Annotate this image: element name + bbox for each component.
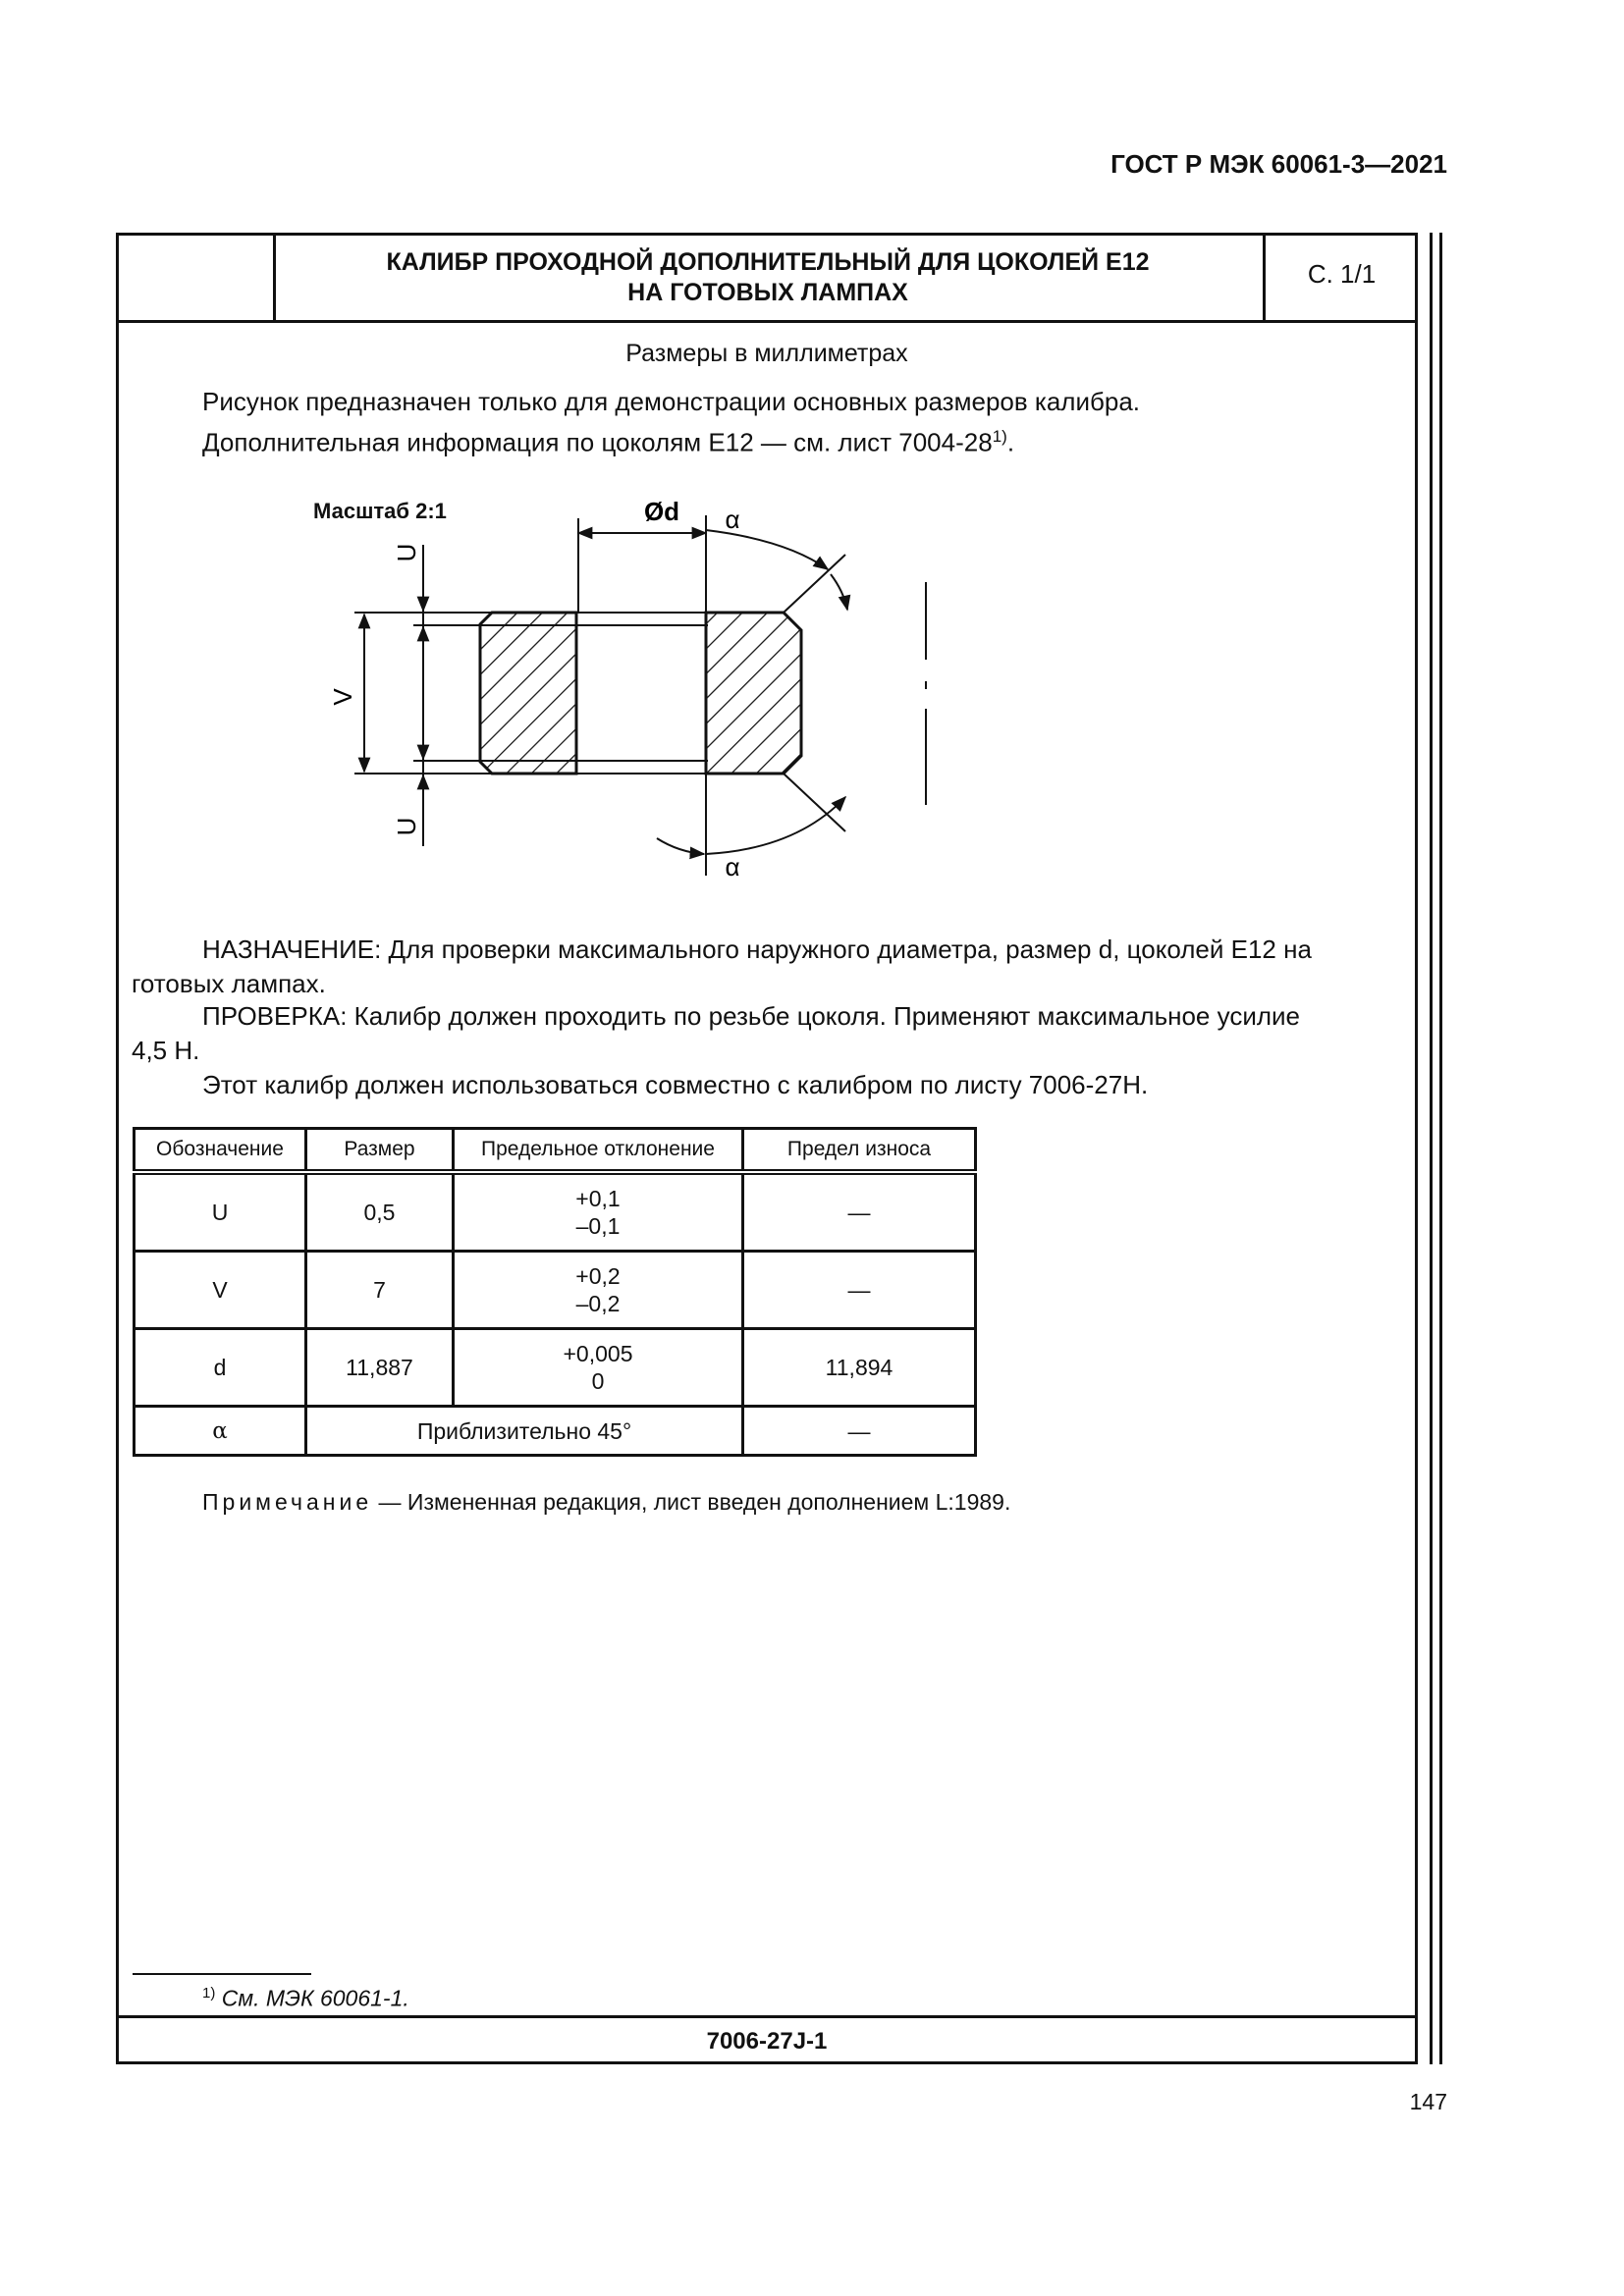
symbol-cell: α [135,1407,306,1456]
margin-rule [1430,233,1433,2064]
table-row [135,1252,976,1329]
purpose-line-2: готовых лампах. [132,969,326,998]
dimensions-table [133,1127,977,1457]
margin-rule [1439,233,1442,2064]
units-note: Размеры в миллиметрах [625,340,908,367]
size-cell: 0,5 [306,1172,454,1252]
deviation-lower: –0,2 [575,1291,621,1316]
intro-line-2-end: . [1006,427,1015,457]
deviation-lower: 0 [591,1368,605,1394]
intro-footnote-ref: 1) [992,427,1007,446]
gauge-drawing [119,236,1415,923]
merged-size-cell: Приблизительно 45° [306,1407,743,1456]
table-row [135,1172,976,1252]
footnote-separator [133,1973,311,1975]
wear-cell: — [743,1252,976,1329]
sheet-page-label: С. 1/1 [1307,259,1377,289]
intro-line-2-text: Дополнительная информация по цоколям E12 — см. лист 7004-28 [202,427,993,457]
wear-cell: 11,894 [743,1329,976,1407]
size-cell: 11,887 [306,1329,454,1407]
chamfer-angle-top [706,530,847,613]
remark-text: — Измененная редакция, лист введен дополнением L:1989. [372,1489,1011,1515]
symbol-cell: U [135,1172,306,1252]
footnote-text: См. МЭК 60061-1. [215,1985,409,2011]
table-header-cell: Предельное отклонение [454,1129,743,1173]
purpose-line-1: НАЗНАЧЕНИЕ: Для проверки максимального наружного диаметра, размер d, цоколей E12 на [202,934,1312,964]
angle-label-bottom: α [725,852,740,881]
gauge-sheet [116,233,1418,2064]
table-header-cell: Размер [306,1129,454,1173]
deviation-upper: +0,1 [575,1186,621,1211]
table-header-row [135,1129,976,1173]
remark-label: Примечание [202,1489,373,1515]
sheet-footer [119,2015,1415,2064]
symbol-cell: d [135,1329,306,1407]
sheet-title-line-1: КАЛИБР ПРОХОДНОЙ ДОПОЛНИТЕЛЬНЫЙ ДЛЯ ЦОКОЛЕЙ E12 [386,248,1150,276]
dim-label-v: V [328,688,357,706]
intro-line-1: Рисунок предназначен только для демонстрации основных размеров калибра. [202,387,1141,416]
deviation-upper: +0,2 [575,1263,621,1289]
gauge-right-section [706,613,801,774]
size-cell: 7 [306,1252,454,1329]
page-number: 147 [1409,2089,1447,2114]
table-row [135,1407,976,1456]
footnote-marker: 1) [202,1985,216,2002]
dim-label-d: Ød [643,497,680,526]
compatibility-note: Этот калибр должен использоваться совместно с калибром по листу 7006-27H. [202,1070,1149,1099]
table-header-cell: Обозначение [135,1129,306,1173]
standard-designation: ГОСТ Р МЭК 60061-3—2021 [1110,149,1447,179]
wear-cell: — [743,1407,976,1456]
remark-note [202,1489,1010,1516]
deviation-cell [454,1252,743,1329]
scale-label: Масштаб 2:1 [313,499,447,523]
symbol-cell: V [135,1252,306,1329]
dim-label-u-top: U [392,543,421,562]
wear-cell: — [743,1172,976,1252]
footnote [202,1985,409,2012]
deviation-cell [454,1172,743,1252]
gauge-left-section [480,613,576,774]
sheet-code: 7006-27J-1 [706,2028,828,2055]
check-line-1: ПРОВЕРКА: Калибр должен проходить по резьбе цоколя. Применяют максимальное усилие [202,1001,1300,1031]
deviation-lower: –0,1 [575,1213,621,1239]
deviation-upper: +0,005 [563,1341,633,1366]
sheet-title-line-2: НА ГОТОВЫХ ЛАМПАХ [627,279,908,306]
deviation-cell [454,1329,743,1407]
chamfer-angle-bottom [657,774,845,854]
angle-label-top: α [725,505,740,534]
check-line-2: 4,5 Н. [132,1036,200,1065]
table-row [135,1329,976,1407]
table-header-cell: Предел износа [743,1129,976,1173]
dim-label-u-bottom: U [392,817,421,836]
